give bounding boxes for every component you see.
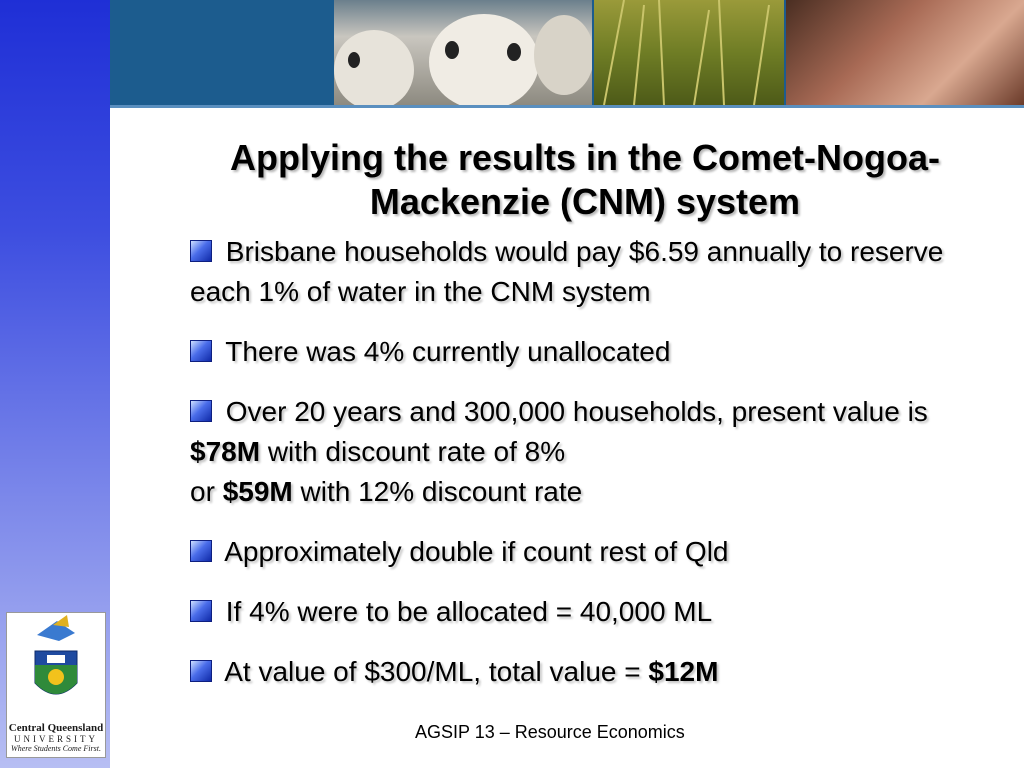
slide-title: Applying the results in the Comet-Nogoa-Mackenzie (CNM) system — [229, 137, 940, 222]
list-item — [190, 532, 990, 572]
bullet-list — [190, 232, 990, 712]
grass-photo — [594, 0, 784, 105]
square-bullet-icon — [190, 400, 212, 422]
bullet-text: If 4% were to be allocated = 40,000 ML — [218, 596, 713, 627]
bullet-text: with 12% discount rate — [292, 476, 583, 507]
university-crest-icon — [7, 613, 105, 713]
square-bullet-icon — [190, 540, 212, 562]
bullet-text: At value of $300/ML, total value = — [218, 656, 649, 687]
bullet-text: There was 4% currently unallocated — [218, 336, 671, 367]
cattle-illustration — [334, 0, 592, 105]
bullet-text: Brisbane households would pay $6.59 annually to reserve each 1% of water in the CNM system — [190, 236, 944, 307]
bullet-text: Over 20 years and 300,000 households, present value is — [218, 396, 928, 427]
logo-name: Central Queensland — [8, 722, 104, 734]
header-divider — [110, 105, 1024, 108]
list-item — [190, 652, 990, 692]
list-item — [190, 392, 990, 512]
grass-illustration — [594, 0, 784, 105]
slide-footer: AGSIP 13 – Resource Economics — [415, 722, 685, 742]
square-bullet-icon — [190, 240, 212, 262]
square-bullet-icon — [190, 660, 212, 682]
bullet-value: $78M — [190, 436, 261, 467]
cattle-photo — [334, 0, 592, 105]
logo-text — [7, 722, 105, 753]
square-bullet-icon — [190, 340, 212, 362]
logo-subtitle: UNIVERSITY — [14, 734, 98, 744]
list-item — [190, 592, 990, 632]
university-logo — [6, 612, 106, 758]
bullet-text: or — [190, 476, 223, 507]
bullet-value: $12M — [648, 656, 719, 687]
logo-motto: Where Students Come First. — [11, 744, 101, 753]
list-item — [190, 332, 990, 372]
bullet-value: $59M — [222, 476, 293, 507]
bullet-text: with discount rate of 8% — [260, 436, 566, 467]
bullet-text: Approximately double if count rest of Qld — [218, 536, 729, 567]
list-item — [190, 232, 990, 312]
square-bullet-icon — [190, 600, 212, 622]
hands-soil-photo — [786, 0, 1024, 105]
